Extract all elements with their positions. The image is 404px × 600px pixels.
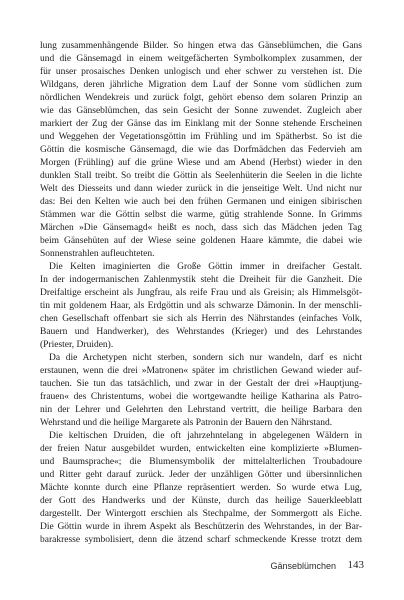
text-line: Dreifaltige erscheint als Jungfrau, als reife Frau und als Greisin; als Himmelsgöt- <box>40 288 362 298</box>
text-line: erstaunen, wenn die drei »Matronen« später im christlichen Gewand wieder auf- <box>40 366 362 376</box>
text-line: für unser prosaisches Denken unlogisch und eher schwer zu verstehen ist. Die <box>40 67 362 77</box>
text-line: Welt des Diesseits und dann wieder zurück in die jenseitige Welt. Und nicht nur <box>40 184 362 194</box>
text-line: In der indogermanischen Zahlenmystik steht die Dreiheit für die Ganzheit. Die <box>40 275 362 285</box>
text-line: Morgen (Frühling) auf die grüne Wiese und am Abend (Herbst) wieder in den <box>40 158 362 168</box>
running-footer-title: Gänseblümchen <box>270 561 336 571</box>
text-line: und Ritter geht darauf zurück. Jeder der unzähligen Götter und übersinnlichen <box>40 470 362 480</box>
text-line: nin der Lehrer und Gelehrten den Lehrstand vertritt, die heilige Barbara den <box>40 405 362 415</box>
text-line: wie das Gänseblümchen, das sein Gesicht der Sonne zuwendet. Zugleich aber <box>40 106 362 116</box>
text-line: dunklen Stall treibt. So treibt die Göttin als Seelenhüterin die Seelen in die lichte <box>40 171 362 181</box>
text-line: nördlichen Wendekreis und zurück folgt, gehört ebenso dem solaren Prinzip an <box>40 93 362 103</box>
text-line: Die keltischen Druiden, die oft jahrzehntelang in abgelegenen Wäldern in <box>49 431 362 441</box>
text-line: Die Göttin wurde in ihrem Aspekt als Beschützerin des Wehrstandes, in der Bar- <box>40 522 362 532</box>
text-line: chen Gesellschaft offenbart sie sich als Herrin des Nährstandes (einfaches Volk, <box>40 314 362 324</box>
text-line: Die Kelten imaginierten die Große Göttin immer in dreifacher Gestalt. <box>49 262 362 272</box>
text-line: lung zusammenhängende Bilder. So hingen etwa das Gänseblümchen, die Gans <box>40 41 362 51</box>
text-line: barakresse symbolisiert, denn die ätzend scharf schmeckende Kresse trotzt dem <box>40 535 362 545</box>
text-line: tauchen. Sie tun das tatsächlich, und zwar in der Gestalt der drei »Hauptjung- <box>40 379 362 389</box>
text-line: beim Gänsehüten auf der Wiese seine goldenen Haare kämmte, die dabei wie <box>40 236 362 246</box>
text-line: Sonnenstrahlen aufleuchteten. <box>40 249 155 259</box>
text-line: Wehrstand und die heilige Margarete als Patronin der Bauern den Nährstand. <box>40 418 333 428</box>
text-line: der freien Natur ausgebildet wurden, entwickelten eine komplizierte »Blumen- <box>40 444 362 454</box>
text-line: (Priester, Druiden). <box>40 340 114 350</box>
text-line: markiert der Zug der Gänse das im Einklang mit der Sonne stehende Erscheinen <box>40 119 362 129</box>
text-line: und Weggehen der Vegetationsgöttin im Frühling und im Spätherbst. So ist die <box>40 132 362 142</box>
page-number: 143 <box>347 559 364 571</box>
text-line: das: Bei den Kelten wie auch bei den frühen Germanen und einigen sibirischen <box>40 197 362 207</box>
text-line: und Baumsprache«; die Blumensymbolik der mittelalterlichen Troubadoure <box>40 457 362 467</box>
text-line: frauen« des Christentums, wobei die wortgewandte heilige Katharina als Patro- <box>40 392 362 402</box>
text-line: Göttin die kosmische Gänsemagd, die wie das Dorfmädchen das Federvieh am <box>40 145 362 155</box>
text-line: Wildgans, deren jährliche Migration dem Lauf der Sonne vom südlichen zum <box>40 80 362 90</box>
text-line: Mächte konnte durch eine Pflanze repräsentiert werden. So wurde etwa Lug, <box>40 483 362 493</box>
text-line: Da die Archetypen nicht sterben, sondern sich nur wandeln, darf es nicht <box>49 353 362 363</box>
text-line: tin mit goldenem Haar, als Erdgöttin und als schwarze Dämonin. In der menschli- <box>40 301 362 311</box>
text-line: dargestellt. Der Wintergott erschien als Stechpalme, der Sommergott als Eiche. <box>40 509 362 519</box>
text-line: Bauern und Handwerker), des Wehrstandes (Krieger) und des Lehrstandes <box>40 327 362 337</box>
text-line: Stämmen war die Göttin selbst die warme, gütig strahlende Sonne. In Grimms <box>40 210 362 220</box>
text-line: und die Gänsemagd in einem weitgefächerten Symbolkomplex zusammen, der <box>40 54 362 64</box>
text-line: der Gott des Handwerks und der Künste, durch das heilige Sauerkleeblatt <box>40 496 362 506</box>
text-line: Märchen »Die Gänsemagd« heißt es noch, dass sich das Mädchen jeden Tag <box>40 223 362 233</box>
